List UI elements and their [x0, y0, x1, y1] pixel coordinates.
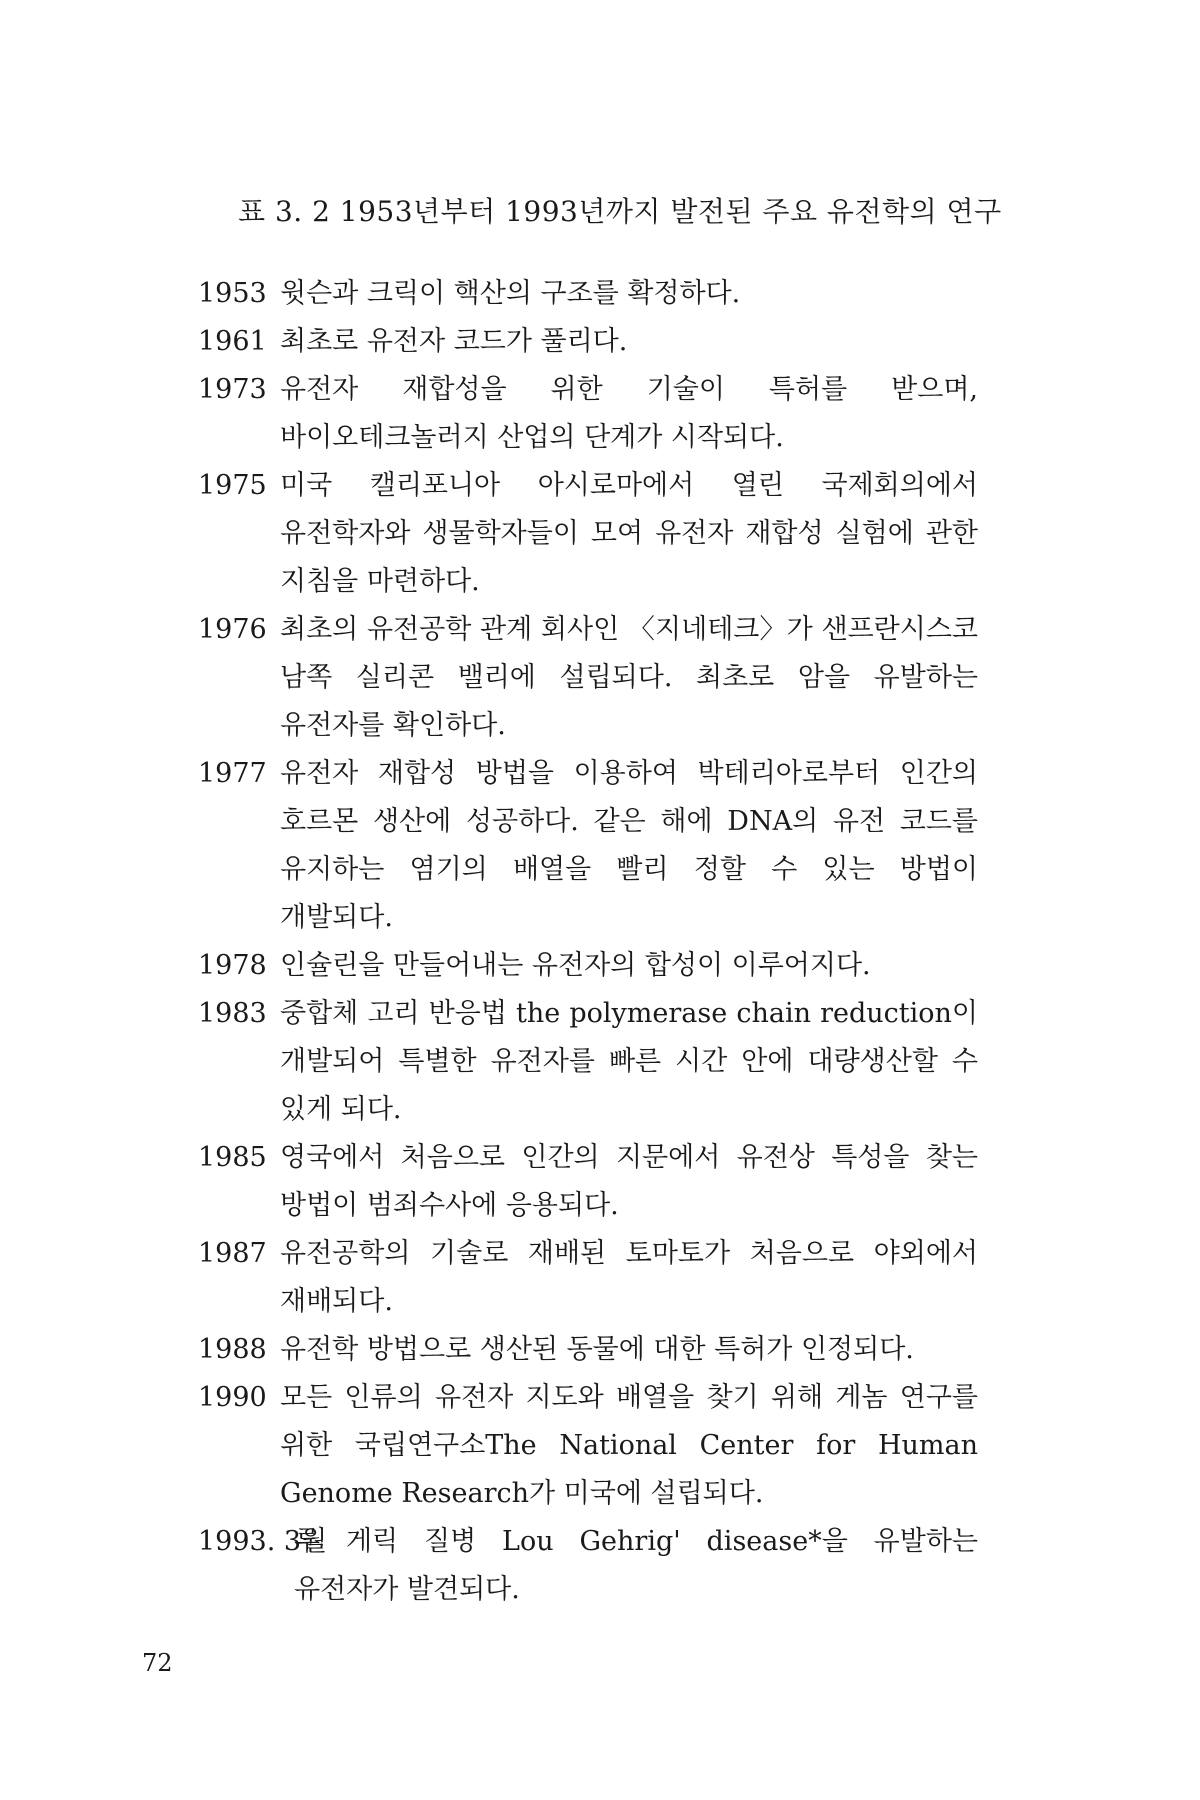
timeline-entry: [198, 1134, 978, 1230]
entry-text: 유전학 방법으로 생산된 동물에 대한 특허가 인정되다.: [280, 1334, 914, 1365]
entry-year: 1976: [198, 614, 267, 645]
entry-year: 1990: [198, 1382, 267, 1413]
entry-text: 유전자 재합성 방법을 이용하여 박테리아로부터 인간의 호르몬 생산에 성공하다. 같은 해에 DNA의 유전 코드를 유지하는 염기의 배열을 빨리 정할 수 있는 방법이 개발되다.: [280, 758, 978, 933]
entry-text: 최초의 유전공학 관계 회사인 〈지네테크〉가 샌프란시스코 남쪽 실리콘 밸리에 설립되다. 최초로 암을 유발하는 유전자를 확인하다.: [280, 614, 978, 741]
timeline-entry: [198, 1326, 978, 1374]
entry-year: 1985: [198, 1142, 267, 1173]
timeline-entry: [198, 606, 978, 750]
timeline-list: [198, 270, 978, 1614]
timeline-entry: [198, 1518, 978, 1614]
timeline-entry: [198, 990, 978, 1134]
entry-text: 최초로 유전자 코드가 풀리다.: [280, 326, 628, 357]
entry-year: 1961: [198, 326, 267, 357]
timeline-entry: [198, 462, 978, 606]
entry-year: 1977: [198, 758, 267, 789]
entry-year: 1973: [198, 374, 267, 405]
entry-year: 1975: [198, 470, 267, 501]
entry-year: 1988: [198, 1334, 267, 1365]
entry-text: 중합체 고리 반응법 the polymerase chain reduction이 개발되어 특별한 유전자를 빠른 시간 안에 대량생산할 수 있게 되다.: [280, 998, 978, 1125]
timeline-entry: [198, 270, 978, 318]
timeline-entry: [198, 1230, 978, 1326]
timeline-entry: [198, 942, 978, 990]
entry-year: 1993. 3월: [198, 1526, 328, 1557]
timeline-entry: [198, 1374, 978, 1518]
timeline-entry: [198, 366, 978, 462]
timeline-entry: [198, 318, 978, 366]
page-number: 72: [142, 1649, 173, 1677]
entry-text: 인슐린을 만들어내는 유전자의 합성이 이루어지다.: [280, 950, 871, 981]
entry-text: 윗슨과 크릭이 핵산의 구조를 확정하다.: [280, 278, 741, 309]
entry-text: 미국 캘리포니아 아시로마에서 열린 국제회의에서 유전학자와 생물학자들이 모여 유전자 재합성 실험에 관한 지침을 마련하다.: [280, 470, 978, 597]
entry-year: 1987: [198, 1238, 267, 1269]
entry-text: 영국에서 처음으로 인간의 지문에서 유전상 특성을 찾는 방법이 범죄수사에 응용되다.: [280, 1142, 978, 1221]
entry-year: 1983: [198, 998, 267, 1029]
table-caption: 표 3. 2 1953년부터 1993년까지 발전된 주요 유전학의 연구: [238, 195, 1002, 228]
entry-year: 1978: [198, 950, 267, 981]
entry-text: 유전자 재합성을 위한 기술이 특허를 받으며, 바이오테크놀러지 산업의 단계가 시작되다.: [280, 374, 978, 453]
entry-text: 유전공학의 기술로 재배된 토마토가 처음으로 야외에서 재배되다.: [280, 1238, 978, 1317]
entry-text: 모든 인류의 유전자 지도와 배열을 찾기 위해 게놈 연구를 위한 국립연구소The National Center for Human Genome Research가 미국에 설립되다.: [280, 1382, 978, 1509]
timeline-entry: [198, 750, 978, 942]
entry-text: 루 게릭 질병 Lou Gehrig' disease*을 유발하는 유전자가 발견되다.: [294, 1526, 978, 1605]
entry-year: 1953: [198, 278, 267, 309]
